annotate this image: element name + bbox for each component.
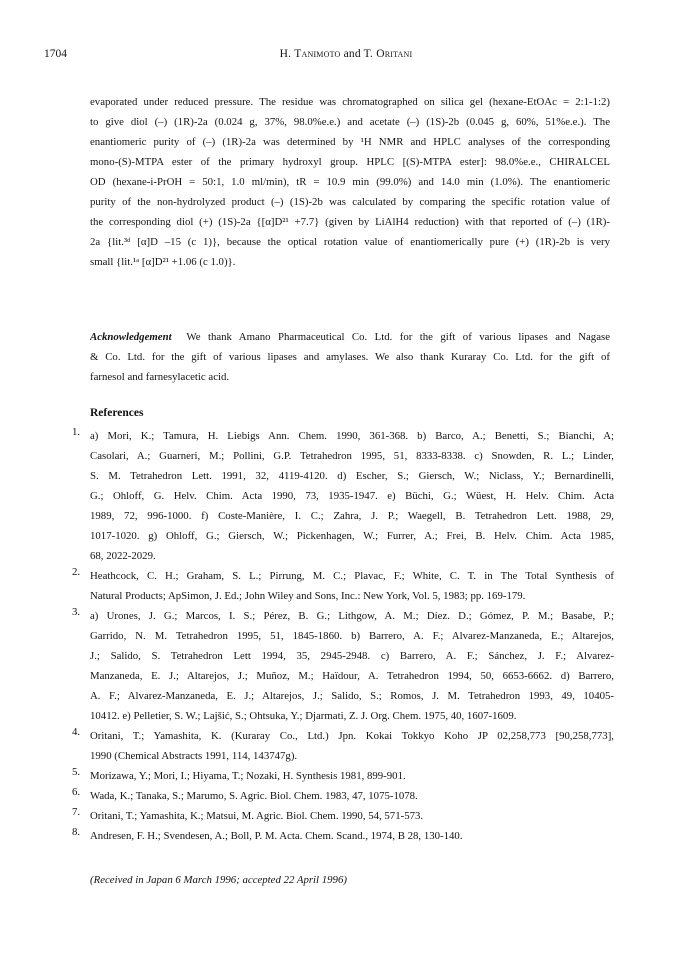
reference-number: 7.: [72, 806, 81, 818]
reference-number: 5.: [72, 766, 81, 778]
body-line: evaporated under reduced pressure. The residue was chromatographed on silica gel (hexane-EtOAc = 2:1-1:2): [90, 96, 610, 108]
body-line: 2a {lit.³ᵈ [α]D –15 (c 1)}, because the optical rotation value of enantiomerically pure (+) (1R)-2b is very: [90, 236, 610, 248]
ack-text: We thank Amano Pharmaceutical Co. Ltd. for the gift of various lipases and Nagase: [186, 331, 610, 343]
body-line: to give diol (–) (1R)-2a (0.024 g, 37%, 98.0%e.e.) and acetate (–) (1S)-2b (0.045 g, 60%, 51%e.e.). The: [90, 116, 610, 128]
reference-line: Natural Products; ApSimon, J. Ed.; John Wiley and Sons, Inc.: New York, Vol. 5, 1983; pp. 169-179.: [90, 590, 526, 602]
body-line: the corresponding diol (+) (1S)-2a {[α]D²¹ +7.7} (given by LiAlH4 reduction) with that reported of (–) (1R)-: [90, 216, 610, 228]
reference-body: [90, 606, 614, 726]
ack-line: & Co. Ltd. for the gift of various lipases and amylases. We also thank Kuraray Co. Ltd. for the gift of: [90, 351, 610, 363]
reference-line: Casolari, A.; Guarneri, M.; Pollini, G.P. Tetrahedron 1995, 51, 8333-8338. c) Snowden, R. L.; Linder,: [90, 450, 614, 462]
reference-body: [90, 426, 614, 566]
ack-line: farnesol and farnesylacetic acid.: [90, 371, 230, 383]
reference-line: 10412. e) Pelletier, S. W.; Lajšić, S.; Ohtsuka, Y.; Djarmati, Z. J. Org. Chem. 1975, 40, 1607-1609.: [90, 710, 517, 722]
reference-line: 1989, 72, 996-1000. f) Coste-Manière, I. C.; Zahra, J. P.; Waegell, B. Tetrahedron Lett. 1988, 29,: [90, 510, 614, 522]
reference-body: [90, 826, 614, 846]
reference-line: Heathcock, C. H.; Graham, S. L.; Pirrung, M. C.; Plavac, F.; White, C. T. in The Total Synthesis of: [90, 570, 614, 582]
running-header-authors: H. Tanimoto and T. Oritani: [279, 48, 413, 60]
reference-line: Manzaneda, E. J.; Altarejos, J.; Muñoz, M.; Haïdour, A. Tetrahedron 1994, 50, 6653-6662. d) Barrero,: [90, 670, 614, 682]
reference-line: Oritani, T.; Yamashita, K. (Kuraray Co., Ltd.) Jpn. Kokai Tokkyo Koho JP 02,258,773 [90,258,773],: [90, 730, 614, 742]
reference-line: G.; Ohloff, G. Helv. Chim. Acta 1990, 73, 1935-1947. e) Büchi, G.; Wüest, H. Helv. Chim. Acta: [90, 490, 614, 502]
acknowledgement-section: [90, 327, 610, 387]
references-title: References: [90, 407, 144, 419]
reference-body: [90, 766, 614, 786]
reference-number: 2.: [72, 566, 81, 578]
reference-line: 68, 2022-2029.: [90, 550, 156, 562]
reference-line: Wada, K.; Tanaka, S.; Marumo, S. Agric. Biol. Chem. 1983, 47, 1075-1078.: [90, 790, 418, 802]
reference-line: a) Urones, J. G.; Marcos, I. S.; Pérez, B. G.; Lithgow, A. M.; Díez. D.; Gómez, P. M.; Basabe, P.;: [90, 610, 614, 622]
reference-line: Garrido, N. M. Tetrahedron 1995, 51, 1845-1860. b) Barrero, A. F.; Alvarez-Manzaneda, E.; Altarejos,: [90, 630, 614, 642]
reference-body: [90, 786, 614, 806]
reference-body: [90, 566, 614, 606]
reference-line: Oritani, T.; Yamashita, K.; Matsui, M. Agric. Biol. Chem. 1990, 54, 571-573.: [90, 810, 424, 822]
acknowledgement-heading: Acknowledgement: [90, 331, 172, 343]
reference-line: Morizawa, Y.; Mori, I.; Hiyama, T.; Nozaki, H. Synthesis 1981, 899-901.: [90, 770, 406, 782]
reference-body: [90, 726, 614, 766]
reference-line: A. F.; Alvarez-Manzaneda, E. J.; Altarejos, J.; Salido, S.; Romos, J. M. Tetrahedron 1993, 49, 10405-: [90, 690, 614, 702]
reference-body: [90, 806, 614, 826]
reference-number: 3.: [72, 606, 81, 618]
ack-line: [90, 327, 610, 347]
reference-line: 1017-1020. g) Ohloff, G.; Giersch, W.; Pickenhagen, W.; Furrer, A.; Frei, B. Helv. Chim. Acta 1985,: [90, 530, 614, 542]
reference-number: 4.: [72, 726, 81, 738]
reference-line: a) Mori, K.; Tamura, H. Liebigs Ann. Chem. 1990, 361-368. b) Barco, A.; Benetti, S.; Bianchi, A;: [90, 430, 614, 442]
page-number: 1704: [44, 48, 67, 60]
reference-line: J.; Salido, S. Tetrahedron Lett 1994, 35, 2945-2948. c) Barrero, A. F.; Sánchez, J. F.; Alvarez-: [90, 650, 614, 662]
received-note: (Received in Japan 6 March 1996; accepted 22 April 1996): [90, 874, 347, 886]
reference-line: Andresen, F. H.; Svendesen, A.; Boll, P. M. Acta. Chem. Scand., 1974, B 28, 130-140.: [90, 830, 463, 842]
reference-number: 1.: [72, 426, 81, 438]
body-line: small {lit.¹ᵃ [α]D²¹ +1.06 (c 1.0)}.: [90, 256, 236, 268]
body-line: mono-(S)-MTPA ester of the primary hydroxyl group. HPLC [(S)-MTPA ester]: 98.0%e.e., CHIRALCEL: [90, 156, 610, 168]
reference-number: 6.: [72, 786, 81, 798]
body-line: enantiomeric purity of (–) (1R)-2a was determined by ¹H NMR and HPLC analyses of the corresponding: [90, 136, 610, 148]
reference-line: S. M. Tetrahedron Lett. 1991, 32, 4119-4120. d) Escher, S.; Giersch, W.; Niclass, Y.; Bernardinelli,: [90, 470, 614, 482]
reference-line: 1990 (Chemical Abstracts 1991, 114, 143747g).: [90, 750, 298, 762]
body-line: purity of the non-hydrolyzed product (–) (1S)-2b was calculated by comparing the specific rotation value of: [90, 196, 610, 208]
experimental-paragraph: [90, 92, 610, 272]
body-line: OD (hexane-i-PrOH = 50:1, 1.0 ml/min), tR = 10.9 min (99.0%) and 14.0 min (1.0%). The enantiomeric: [90, 176, 610, 188]
reference-number: 8.: [72, 826, 81, 838]
